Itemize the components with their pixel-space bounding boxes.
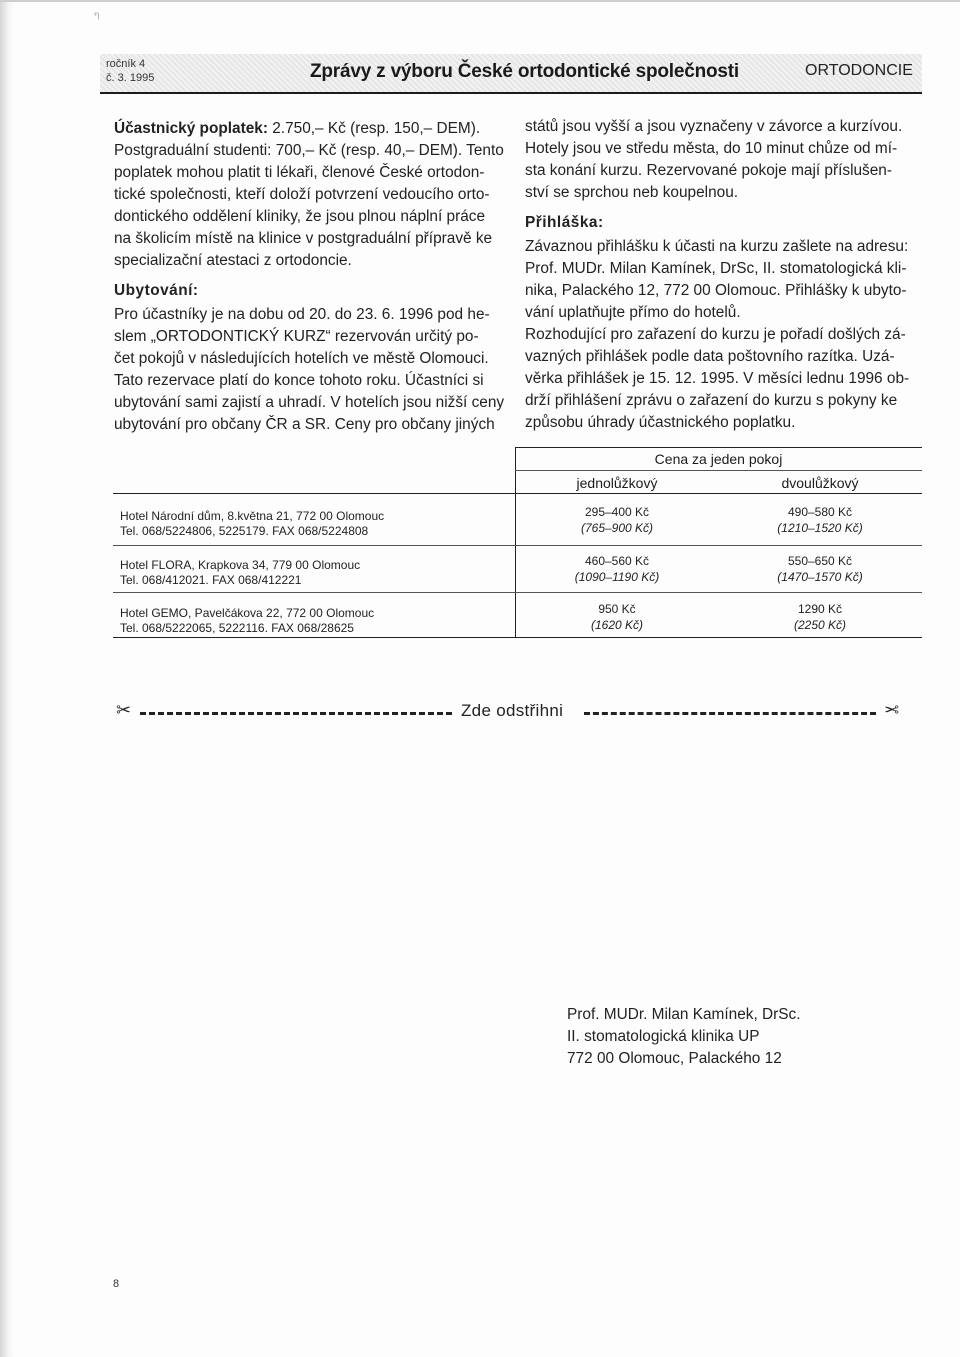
- corner-mark: ף: [94, 10, 100, 20]
- price-value: 460–560 Kč: [584, 554, 650, 568]
- table-header-rule: [113, 493, 922, 494]
- fee-line: 2.750,– Kč (resp. 150,– DEM).: [267, 120, 481, 137]
- scissors-icon: ✂: [116, 700, 132, 720]
- fee-label: Účastnický poplatek:: [114, 120, 268, 137]
- price-foreign: (765–900 Kč): [580, 521, 654, 535]
- table-row-rule: [113, 545, 922, 546]
- price-double: [718, 601, 922, 633]
- cut-label: Zde odstřihni: [461, 701, 564, 720]
- accommodation-line: ubytování pro občany ČR a SR. Ceny pro občany jiných: [114, 416, 495, 433]
- table-caption: Cena za jeden pokoj: [654, 451, 783, 467]
- intro-line: států jsou vyšší a jsou vyznačeny v závorce a kurzívou.: [525, 118, 903, 135]
- hotel-name: Hotel FLORA, Krapkova 34, 779 00 Olomouc: [120, 558, 361, 572]
- price-double: [718, 553, 922, 585]
- page-title: Zprávy z výboru České ortodontické společnosti: [310, 61, 739, 82]
- price-foreign: (1470–1570 Kč): [777, 570, 863, 584]
- application-line: drží přihlášení zprávu o zařazení do kurzu s pokyny ke: [525, 392, 898, 409]
- hotel-contact: Tel. 068/412021. FAX 068/412221: [120, 573, 302, 587]
- application-line: nika, Palackého 12, 772 00 Olomouc. Přihlášky k ubyto-: [525, 282, 907, 299]
- accommodation-line: slem „ORTODONTICKÝ KURZ“ rezervován určitý po-: [114, 328, 479, 345]
- table-row-rule: [113, 592, 922, 593]
- hotel-contact: Tel. 068/5222065, 5222116. FAX 068/28625: [120, 621, 354, 635]
- price-value: 950 Kč: [598, 602, 636, 616]
- price-value: 550–650 Kč: [787, 554, 853, 568]
- table-caption-rule: [515, 470, 922, 471]
- table-row-hotel: [120, 558, 360, 588]
- address-line: II. stomatologická klinika UP: [567, 1028, 760, 1045]
- page-top-edge: [0, 0, 960, 2]
- hotel-contact: Tel. 068/5224806, 5225179. FAX 068/5224808: [120, 524, 369, 538]
- application-line: Prof. MUDr. Milan Kamínek, DrSc, II. stomatologická kli-: [525, 260, 907, 277]
- cut-line: [116, 700, 916, 726]
- price-foreign: (1210–1520 Kč): [777, 521, 863, 535]
- price-double: [718, 504, 922, 536]
- page-edge-shadow: [0, 0, 14, 1357]
- address-line: 772 00 Olomouc, Palackého 12: [567, 1050, 782, 1067]
- column-header-single: jednolůžkový: [576, 475, 658, 491]
- cut-dashes-left: [140, 712, 452, 715]
- price-value: 1290 Kč: [797, 602, 843, 616]
- table-top-rule: [515, 447, 922, 448]
- left-column: [114, 118, 506, 436]
- fee-line: specializační atestaci z ortodoncie.: [114, 252, 352, 269]
- fee-line: dontického oddělení kliniky, že jsou plnou náplní práce: [114, 208, 486, 225]
- intro-line: Hotely jsou ve středu města, do 10 minut chůze od mí-: [525, 140, 898, 157]
- fee-line: na školicím místě na klinice v postgraduální přípravě ke: [114, 230, 493, 247]
- accommodation-line: Pro účastníky je na dobu od 20. do 23. 6. 1996 pod he-: [114, 306, 490, 323]
- section-name: ORTODONCIE: [805, 62, 913, 79]
- application-line: vání uplatňujte přímo do hotelů.: [525, 304, 741, 321]
- table-row-hotel: [120, 606, 374, 636]
- table-row-hotel: [120, 509, 384, 539]
- application-line: věrka přihlášek je 15. 12. 1995. V měsíci lednu 1996 ob-: [525, 370, 910, 387]
- price-single: [515, 504, 719, 536]
- intro-line: sta konání kurzu. Rezervované pokoje mají příslušen-: [525, 162, 892, 179]
- page-number: 8: [113, 1278, 120, 1290]
- column-header-double: dvoulůžkový: [781, 475, 859, 491]
- header-rule: [100, 92, 922, 94]
- price-single: [515, 601, 719, 633]
- price-single: [515, 553, 719, 585]
- scissors-icon: ✂: [884, 700, 900, 720]
- application-line: Závaznou přihlášku k účasti na kurzu zašlete na adresu:: [525, 238, 909, 255]
- fee-line: tické společnosti, kteří doloží potvrzení vedoucího orto-: [114, 186, 490, 203]
- accommodation-line: Tato rezervace platí do konce tohoto roku. Účastníci si: [114, 372, 484, 389]
- fee-paragraph: [114, 118, 506, 140]
- issue-info: [106, 57, 154, 85]
- application-line: vazných přihlášek podle data poštovního razítka. Uzá-: [525, 348, 895, 365]
- application-line: způsobu úhrady účastnického poplatku.: [525, 414, 796, 431]
- table-bottom-rule: [113, 637, 922, 638]
- issue-label: č. 3. 1995: [106, 72, 155, 84]
- price-foreign: (1620 Kč): [590, 618, 644, 632]
- price-value: 490–580 Kč: [787, 505, 853, 519]
- accommodation-line: ubytování sami zajistí a uhradí. V hotelích jsou nižší ceny: [114, 394, 505, 411]
- mailing-address: [567, 1004, 800, 1070]
- address-line: Prof. MUDr. Milan Kamínek, DrSc.: [567, 1006, 801, 1023]
- hotel-name: Hotel GEMO, Pavelčákova 22, 772 00 Olomouc: [120, 606, 375, 620]
- accommodation-line: čet pokojů v následujících hotelích ve městě Olomouci.: [114, 350, 489, 367]
- volume-label: ročník 4: [106, 58, 146, 70]
- application-line: Rozhodující pro zařazení do kurzu je pořadí došlých zá-: [525, 326, 906, 343]
- fee-line: Postgraduální studenti: 700,– Kč (resp. 40,– DEM). Tento: [114, 142, 504, 159]
- hotel-name: Hotel Národní dům, 8.května 21, 772 00 Olomouc: [120, 509, 385, 523]
- intro-line: ství se sprchou neb koupelnou.: [525, 184, 739, 201]
- cut-dashes-right: [584, 712, 876, 715]
- price-value: 295–400 Kč: [584, 505, 650, 519]
- fee-line: poplatek mohou platit ti lékaři, členové České ortodon-: [114, 164, 485, 181]
- accommodation-heading: Ubytování:: [114, 282, 199, 299]
- application-heading: Přihláška:: [525, 214, 604, 231]
- price-foreign: (2250 Kč): [793, 618, 847, 632]
- right-column: [525, 116, 929, 434]
- price-foreign: (1090–1190 Kč): [574, 570, 660, 584]
